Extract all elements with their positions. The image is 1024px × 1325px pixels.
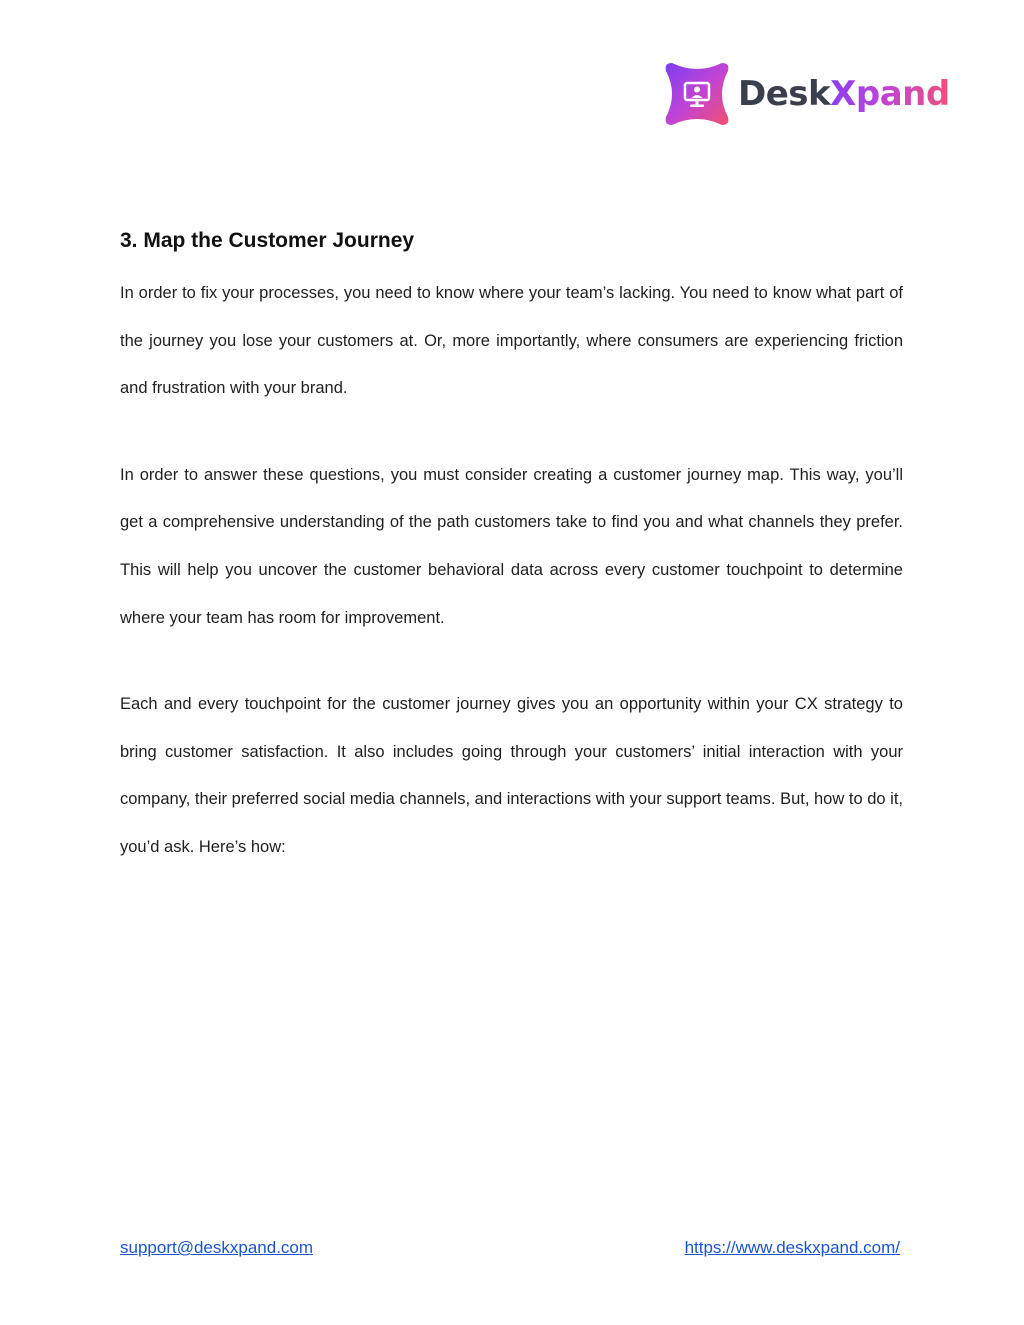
page-footer [120, 1238, 900, 1262]
logo-wordmark-desk: Desk [738, 74, 831, 114]
logo-wordmark [738, 74, 950, 114]
paragraph-1: In order to fix your processes, you need to know where your team’s lacking. You need to know what part of the journey you lose your customers at. Or, more importantly, where consumers are experiencing friction and frustration with your brand. [120, 284, 903, 398]
logo-wordmark-xpand: Xpand [830, 74, 950, 114]
section-heading: 3. Map the Customer Journey [120, 229, 415, 252]
paragraph-2: In order to answer these questions, you must consider creating a customer journey map. This way, you’ll get a comprehensive understanding of the path customers take to find you and what channels they prefer. This will help you uncover the customer behavioral data across every customer touchpoint to determine where your team has room for improvement. [120, 465, 903, 627]
deskxpand-logo [664, 60, 954, 128]
website-link[interactable]: https://www.deskxpand.com/ [684, 1238, 900, 1257]
deskxpand-logo-icon [664, 61, 730, 127]
paragraph-3: Each and every touchpoint for the customer journey gives you an opportunity within your CX strategy to bring customer satisfaction. It also includes going through your customers’ initial interaction with your company, their preferred social media channels, and interactions with your support teams. But, how to do it, you’d ask. Here’s how: [120, 695, 903, 856]
support-email-link[interactable]: support@deskxpand.com [120, 1238, 314, 1257]
document-body [120, 226, 903, 911]
